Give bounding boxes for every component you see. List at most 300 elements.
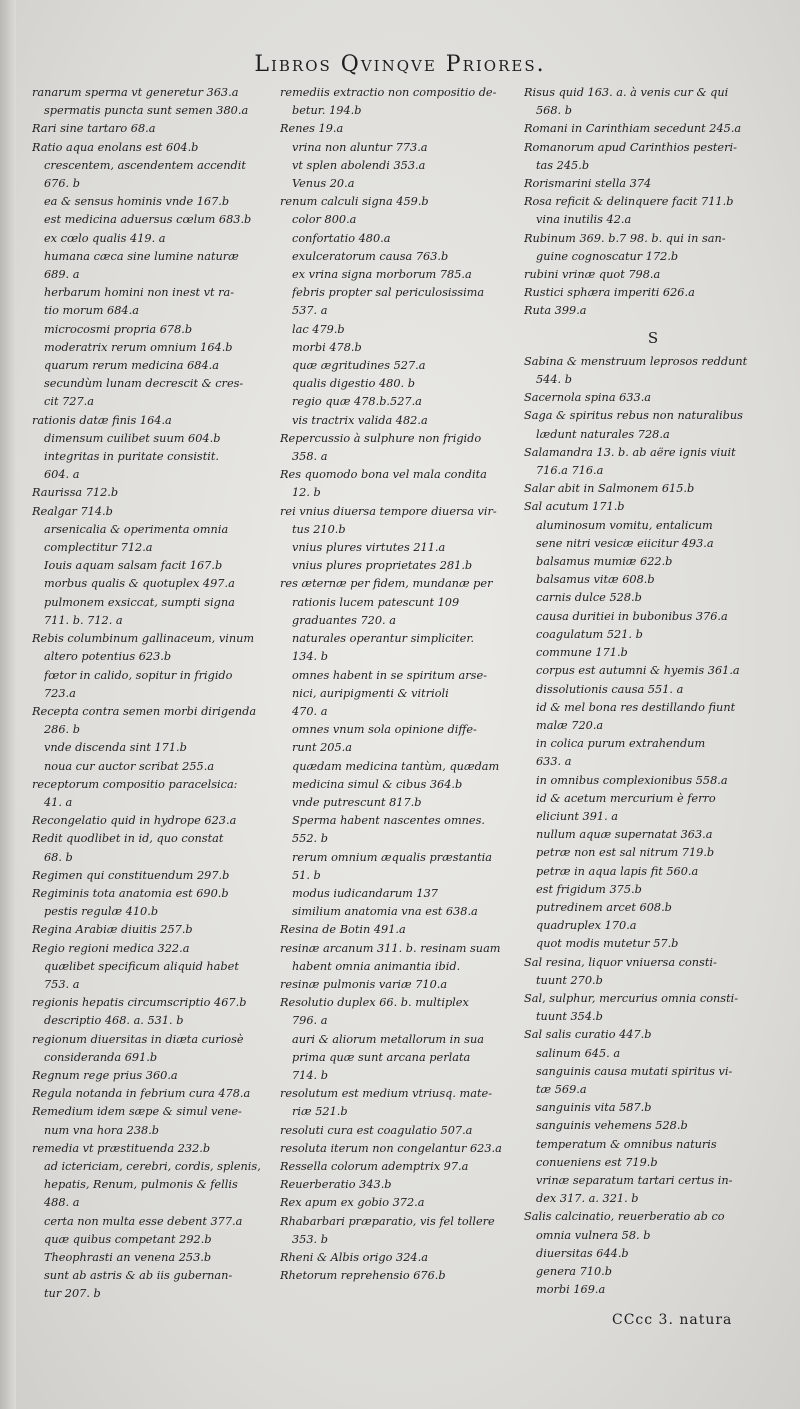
index-entry bbox=[32, 1049, 264, 1067]
index-entry-text: crescentem, ascendentem accendit bbox=[44, 158, 246, 172]
index-entry-text: causa duritiei in bubonibus 376.a bbox=[536, 609, 728, 623]
index-entry bbox=[280, 557, 516, 575]
index-entry bbox=[32, 849, 264, 867]
index-entry bbox=[32, 321, 264, 339]
index-entry bbox=[524, 84, 782, 102]
index-column-2 bbox=[280, 84, 516, 1285]
index-entry bbox=[32, 139, 264, 157]
index-entry bbox=[524, 808, 782, 826]
index-entry-text: febris propter sal periculosissima bbox=[292, 286, 485, 300]
index-entry-text: resolutum est medium vtriusq. mate- bbox=[280, 1087, 493, 1101]
index-column-3 bbox=[524, 84, 782, 1299]
index-entry bbox=[524, 535, 782, 553]
index-entry-text: vrina non aluntur 773.a bbox=[292, 140, 428, 154]
index-entry bbox=[32, 1176, 264, 1194]
index-entry bbox=[280, 1103, 516, 1121]
index-entry-text: morbi 169.a bbox=[536, 1283, 606, 1297]
index-entry bbox=[280, 1176, 516, 1194]
index-entry-text: Regina Arabiæ diuitis 257.b bbox=[32, 923, 193, 937]
index-entry bbox=[32, 648, 264, 666]
index-entry bbox=[32, 1140, 264, 1158]
index-entry bbox=[32, 430, 264, 448]
index-entry bbox=[524, 589, 782, 607]
index-entry bbox=[280, 1012, 516, 1030]
index-entry-text: naturales operantur simpliciter. bbox=[292, 632, 475, 646]
index-entry-text: commune 171.b bbox=[536, 646, 628, 660]
index-entry-text: resinæ arcanum 311. b. resinam suam bbox=[280, 941, 501, 955]
index-entry bbox=[524, 1117, 782, 1135]
index-entry-text: Raurissa 712.b bbox=[32, 486, 119, 500]
index-entry bbox=[524, 844, 782, 862]
index-entry bbox=[32, 1031, 264, 1049]
index-entry-text: in omnibus complexionibus 558.a bbox=[536, 773, 728, 787]
index-entry-text: Res quomodo bona vel mala condita bbox=[280, 468, 487, 482]
index-entry bbox=[524, 371, 782, 389]
index-entry bbox=[524, 990, 782, 1008]
index-entry bbox=[32, 521, 264, 539]
index-entry-text: certa non multa esse debent 377.a bbox=[44, 1214, 243, 1228]
index-entry bbox=[524, 139, 782, 157]
index-entry-text: hepatis, Renum, pulmonis & fellis bbox=[44, 1178, 238, 1192]
index-entry-text: ex vrina signa morborum 785.a bbox=[292, 268, 472, 282]
index-entry-text: Regimen qui constituendum 297.b bbox=[32, 868, 230, 882]
index-entry bbox=[32, 466, 264, 484]
index-entry-text: Rheni & Albis origo 324.a bbox=[280, 1251, 428, 1264]
index-entry bbox=[280, 739, 516, 757]
index-entry-text: 537. a bbox=[292, 304, 328, 318]
index-entry-text: complectitur 712.a bbox=[44, 541, 153, 555]
index-entry-text: remediis extractio non compositio de- bbox=[280, 86, 497, 99]
index-entry bbox=[524, 935, 782, 953]
index-entry-text: Recongelatio quid in hydrope 623.a bbox=[32, 814, 237, 828]
index-entry bbox=[32, 157, 264, 175]
index-entry-text: 286. b bbox=[44, 723, 80, 737]
index-entry-text: color 800.a bbox=[292, 213, 357, 227]
index-entry-text: Rorismarini stella 374 bbox=[524, 177, 652, 191]
index-entry-text: Risus quid 163. a. à venis cur & qui bbox=[524, 86, 729, 99]
index-entry bbox=[32, 758, 264, 776]
index-entry bbox=[280, 758, 516, 776]
index-entry-text: modus iudicandarum 137 bbox=[292, 886, 438, 900]
index-entry-text: auri & aliorum metallorum in sua bbox=[292, 1032, 484, 1046]
index-entry bbox=[524, 899, 782, 917]
index-entry bbox=[280, 339, 516, 357]
index-entry bbox=[32, 1067, 264, 1085]
index-entry bbox=[32, 903, 264, 921]
index-entry bbox=[32, 448, 264, 466]
index-entry bbox=[280, 302, 516, 320]
index-entry-text: fœtor in calido, sopitur in frigido bbox=[44, 668, 233, 682]
index-entry-text: 723.a bbox=[44, 686, 76, 700]
index-entry bbox=[32, 794, 264, 812]
index-entry-text: humana cæca sine lumine naturæ bbox=[44, 249, 239, 263]
index-entry-text: S bbox=[647, 328, 659, 347]
index-entry-text: balsamus mumiæ 622.b bbox=[536, 555, 673, 569]
index-entry bbox=[32, 667, 264, 685]
index-entry-text: quæ ægritudines 527.a bbox=[292, 359, 426, 373]
index-entry bbox=[280, 648, 516, 666]
index-entry bbox=[280, 976, 516, 994]
index-entry-text: Salar abit in Salmonem 615.b bbox=[524, 482, 695, 496]
index-entry bbox=[280, 940, 516, 958]
index-entry bbox=[280, 521, 516, 539]
index-entry-text: Rari sine tartaro 68.a bbox=[32, 122, 156, 136]
index-entry bbox=[280, 830, 516, 848]
index-entry-text: Iouis aquam salsam facit 167.b bbox=[44, 559, 223, 573]
index-entry-text: cit 727.a bbox=[44, 395, 94, 409]
index-entry-text: 633. a bbox=[536, 755, 572, 769]
index-entry bbox=[32, 284, 264, 302]
index-entry-text: 604. a bbox=[44, 468, 80, 482]
index-entry bbox=[32, 721, 264, 739]
index-entry bbox=[32, 339, 264, 357]
index-entry-text: temperatum & omnibus naturis bbox=[536, 1137, 717, 1151]
index-entry bbox=[280, 393, 516, 411]
index-entry bbox=[524, 284, 782, 302]
index-entry bbox=[280, 885, 516, 903]
index-entry-text: ranarum sperma vt generetur 363.a bbox=[32, 86, 239, 99]
index-entry-text: 544. b bbox=[536, 373, 572, 387]
index-entry-text: vina inutilis 42.a bbox=[536, 213, 632, 227]
index-entry bbox=[280, 1031, 516, 1049]
index-entry bbox=[280, 84, 516, 102]
index-entry bbox=[524, 972, 782, 990]
index-entry bbox=[32, 393, 264, 411]
index-entry bbox=[524, 1045, 782, 1063]
index-entry bbox=[280, 575, 516, 593]
index-entry bbox=[524, 353, 782, 371]
page-footer: CCcc 3. natura bbox=[612, 1312, 733, 1328]
index-entry-text: Repercussio à sulphure non frigido bbox=[280, 431, 482, 445]
index-entry bbox=[524, 881, 782, 899]
index-entry-text: genera 710.b bbox=[536, 1265, 612, 1278]
index-entry bbox=[32, 102, 264, 120]
index-entry-text: descriptio 468. a. 531. b bbox=[44, 1014, 184, 1028]
index-entry-text: Sal, sulphur, mercurius omnia consti- bbox=[524, 991, 739, 1005]
index-entry-text: medicina simul & cibus 364.b bbox=[292, 777, 463, 791]
index-entry-text: Ruta 399.a bbox=[524, 304, 587, 318]
index-entry bbox=[524, 462, 782, 480]
index-entry-text: Sacernola spina 633.a bbox=[524, 391, 652, 405]
index-entry bbox=[524, 1172, 782, 1190]
index-entry bbox=[280, 1249, 516, 1267]
index-entry bbox=[32, 976, 264, 994]
index-entry bbox=[280, 1213, 516, 1231]
index-entry-text: putredinem arcet 608.b bbox=[536, 900, 672, 914]
index-entry bbox=[280, 230, 516, 248]
index-entry-text: Theophrasti an venena 253.b bbox=[44, 1251, 212, 1264]
index-entry-text: 470. a bbox=[292, 704, 328, 718]
index-entry bbox=[280, 412, 516, 430]
index-entry bbox=[280, 120, 516, 138]
index-entry bbox=[32, 266, 264, 284]
index-entry bbox=[524, 1281, 782, 1299]
index-entry-text: tuunt 270.b bbox=[536, 973, 603, 987]
index-entry-text: 552. b bbox=[292, 832, 328, 846]
index-entry-text: est frigidum 375.b bbox=[536, 882, 642, 896]
index-entry-text: ea & sensus hominis vnde 167.b bbox=[44, 195, 230, 209]
index-entry bbox=[280, 211, 516, 229]
index-entry bbox=[280, 466, 516, 484]
index-entry-text: conueniens est 719.b bbox=[536, 1155, 658, 1169]
index-entry bbox=[32, 940, 264, 958]
index-entry-text: sunt ab astris & ab iis gubernan- bbox=[44, 1269, 233, 1283]
index-entry-text: 714. b bbox=[292, 1068, 328, 1082]
index-entry-text: Regiminis tota anatomia est 690.b bbox=[32, 886, 229, 900]
index-entry bbox=[524, 302, 782, 320]
index-entry-text: 12. b bbox=[292, 486, 321, 500]
index-entry bbox=[32, 594, 264, 612]
index-entry-text: sanguinis vita 587.b bbox=[536, 1101, 652, 1115]
index-entry bbox=[280, 1122, 516, 1140]
index-entry-text: omnes habent in se spiritum arse- bbox=[292, 668, 487, 682]
index-entry-text: Rhetorum reprehensio 676.b bbox=[280, 1269, 446, 1283]
index-entry bbox=[280, 1194, 516, 1212]
index-entry-text: quælibet specificum aliquid habet bbox=[44, 959, 239, 973]
index-entry bbox=[32, 812, 264, 830]
index-entry-text: petræ in aqua lapis fit 560.a bbox=[536, 864, 699, 878]
index-entry-text: Renes 19.a bbox=[280, 122, 344, 136]
index-entry-text: quadruplex 170.a bbox=[536, 919, 637, 933]
index-entry-text: riæ 521.b bbox=[292, 1105, 348, 1119]
index-entry bbox=[280, 1231, 516, 1249]
index-entry-text: balsamus vitæ 608.b bbox=[536, 573, 655, 587]
index-entry-text: sene nitri vesicæ eiicitur 493.a bbox=[536, 536, 714, 550]
index-entry bbox=[280, 139, 516, 157]
index-entry bbox=[280, 375, 516, 393]
index-entry bbox=[32, 1194, 264, 1212]
index-entry-text: regio quæ 478.b.527.a bbox=[292, 395, 422, 409]
index-entry-text: Ressella colorum ademptrix 97.a bbox=[280, 1159, 469, 1173]
index-entry-text: regionis hepatis circumscriptio 467.b bbox=[32, 996, 247, 1010]
index-entry bbox=[32, 248, 264, 266]
index-entry bbox=[524, 120, 782, 138]
index-entry-text: Rosa reficit & delinquere facit 711.b bbox=[524, 195, 734, 209]
index-entry bbox=[280, 1140, 516, 1158]
index-entry bbox=[280, 1085, 516, 1103]
index-entry-text: vrinæ separatum tartari certus in- bbox=[536, 1173, 733, 1187]
index-entry bbox=[32, 1249, 264, 1267]
index-entry-text: Ratio aqua enolans est 604.b bbox=[32, 140, 199, 154]
index-entry bbox=[280, 321, 516, 339]
index-entry bbox=[280, 867, 516, 885]
index-entry bbox=[524, 1026, 782, 1044]
index-entry-text: eliciunt 391. a bbox=[536, 809, 619, 823]
index-entry-text: arsenicalia & operimenta omnia bbox=[44, 522, 229, 536]
index-entry-text: 488. a bbox=[44, 1196, 80, 1210]
index-entry bbox=[280, 503, 516, 521]
index-entry bbox=[524, 193, 782, 211]
index-entry-text: tus 210.b bbox=[292, 522, 346, 536]
index-entry-text: 68. b bbox=[44, 850, 73, 864]
index-entry-text: Sal resina, liquor vniuersa consti- bbox=[524, 955, 717, 969]
index-entry bbox=[32, 1213, 264, 1231]
index-entry-text: microcosmi propria 678.b bbox=[44, 322, 193, 336]
index-entry bbox=[524, 954, 782, 972]
index-entry-text: quædam medicina tantùm, quædam bbox=[292, 759, 500, 773]
index-entry bbox=[280, 266, 516, 284]
index-entry-text: Romanorum apud Carinthios pesteri- bbox=[524, 140, 737, 154]
index-entry bbox=[280, 430, 516, 448]
index-entry-text: spermatis puncta sunt semen 380.a bbox=[44, 104, 249, 118]
index-entry bbox=[32, 630, 264, 648]
index-entry-text: similium anatomia vna est 638.a bbox=[292, 905, 478, 919]
index-entry-text: tur 207. b bbox=[44, 1287, 101, 1301]
index-entry bbox=[280, 157, 516, 175]
index-entry bbox=[280, 102, 516, 120]
index-entry bbox=[524, 863, 782, 881]
index-entry-text: Salis calcinatio, reuerberatio ab co bbox=[524, 1210, 725, 1224]
index-entry bbox=[524, 444, 782, 462]
index-entry bbox=[524, 735, 782, 753]
index-entry bbox=[32, 211, 264, 229]
index-entry-text: petræ non est sal nitrum 719.b bbox=[536, 846, 715, 860]
index-entry bbox=[524, 407, 782, 425]
index-entry bbox=[32, 739, 264, 757]
index-entry-text: 358. a bbox=[292, 450, 328, 464]
index-entry bbox=[524, 571, 782, 589]
index-entry bbox=[524, 517, 782, 535]
index-entry-text: 41. a bbox=[44, 795, 73, 809]
index-entry-text: Rex apum ex gobio 372.a bbox=[280, 1196, 425, 1210]
index-entry bbox=[32, 867, 264, 885]
index-entry bbox=[32, 175, 264, 193]
index-entry-text: herbarum homini non inest vt ra- bbox=[44, 286, 235, 300]
index-entry-text: in colica purum extrahendum bbox=[536, 737, 706, 751]
index-entry-text: omnes vnum sola opinione diffe- bbox=[292, 723, 477, 737]
index-entry bbox=[280, 776, 516, 794]
index-entry-text: resoluti cura est coagulatio 507.a bbox=[280, 1123, 473, 1137]
index-entry bbox=[280, 921, 516, 939]
index-entry-text: vnius plures proprietates 281.b bbox=[292, 559, 473, 573]
index-entry-text: rei vnius diuersa tempore diuersa vir- bbox=[280, 504, 497, 518]
index-entry-text: betur. 194.b bbox=[292, 104, 362, 118]
index-entry-text: vnde discenda sint 171.b bbox=[44, 741, 187, 755]
index-entry bbox=[524, 1227, 782, 1245]
index-entry bbox=[32, 575, 264, 593]
index-entry-text: quarum rerum medicina 684.a bbox=[44, 359, 219, 373]
index-entry-text: lædunt naturales 728.a bbox=[536, 427, 670, 441]
index-entry bbox=[524, 790, 782, 808]
index-entry bbox=[524, 1008, 782, 1026]
index-entry bbox=[524, 498, 782, 516]
index-entry bbox=[524, 626, 782, 644]
index-entry-text: consideranda 691.b bbox=[44, 1050, 158, 1064]
index-entry bbox=[524, 699, 782, 717]
index-entry bbox=[524, 389, 782, 407]
index-entry-text: pulmonem exsiccat, sumpti signa bbox=[44, 595, 235, 609]
index-entry bbox=[524, 917, 782, 935]
index-entry bbox=[524, 553, 782, 571]
index-entry-text: coagulatum 521. b bbox=[536, 627, 643, 641]
index-entry bbox=[32, 885, 264, 903]
index-entry bbox=[32, 1122, 264, 1140]
index-entry bbox=[280, 594, 516, 612]
index-entry bbox=[280, 193, 516, 211]
index-entry-text: nici, auripigmenti & vitrioli bbox=[292, 686, 449, 700]
index-entry-text: prima quæ sunt arcana perlata bbox=[292, 1050, 471, 1064]
index-entry bbox=[524, 1063, 782, 1081]
index-entry bbox=[280, 539, 516, 557]
index-entry-text: runt 205.a bbox=[292, 741, 352, 755]
index-entry bbox=[524, 426, 782, 444]
index-entry-text: 753. a bbox=[44, 977, 80, 991]
index-entry bbox=[280, 703, 516, 721]
index-entry bbox=[280, 1267, 516, 1285]
index-entry-text: morbi 478.b bbox=[292, 340, 362, 354]
index-entry-text: Regula notanda in febrium cura 478.a bbox=[32, 1087, 251, 1101]
index-entry-text: nullum aquæ supernatat 363.a bbox=[536, 828, 713, 842]
index-entry bbox=[32, 1267, 264, 1285]
page-gutter bbox=[0, 0, 16, 1409]
index-entry bbox=[32, 612, 264, 630]
index-entry-text: rerum omnium æqualis præstantia bbox=[292, 850, 493, 864]
index-entry-text: salinum 645. a bbox=[536, 1046, 621, 1060]
index-entry-text: 353. b bbox=[292, 1232, 328, 1246]
index-entry bbox=[280, 357, 516, 375]
index-entry-text: integritas in puritate consistit. bbox=[44, 450, 220, 464]
index-entry bbox=[524, 248, 782, 266]
index-entry-text: Redit quodlibet in id, quo constat bbox=[32, 832, 224, 846]
index-entry-text: 716.a 716.a bbox=[536, 464, 604, 478]
index-entry bbox=[524, 1263, 782, 1281]
index-entry-text: rubini vrinæ quot 798.a bbox=[524, 268, 661, 282]
index-entry-text: 134. b bbox=[292, 650, 328, 664]
index-entry bbox=[280, 630, 516, 648]
index-entry bbox=[524, 1154, 782, 1172]
index-entry-text: Rebis columbinum gallinaceum, vinum bbox=[32, 632, 255, 646]
index-entry bbox=[280, 284, 516, 302]
index-entry bbox=[32, 994, 264, 1012]
index-entry-text: resinæ pulmonis variæ 710.a bbox=[280, 977, 448, 991]
index-entry bbox=[280, 685, 516, 703]
index-entry bbox=[280, 1067, 516, 1085]
index-entry-text: sanguinis vehemens 528.b bbox=[536, 1119, 688, 1133]
index-entry bbox=[32, 1012, 264, 1030]
index-entry bbox=[280, 794, 516, 812]
index-entry bbox=[524, 826, 782, 844]
index-entry-text: rationis datæ finis 164.a bbox=[32, 413, 172, 427]
index-entry-text: regionum diuersitas in diæta curiosè bbox=[32, 1032, 244, 1046]
index-entry-text: vis tractrix valida 482.a bbox=[292, 413, 428, 427]
index-entry bbox=[524, 266, 782, 284]
index-entry bbox=[280, 812, 516, 830]
index-entry bbox=[524, 230, 782, 248]
index-entry bbox=[32, 776, 264, 794]
index-entry-text: Resina de Botin 491.a bbox=[280, 923, 406, 937]
index-entry-text: exulceratorum causa 763.b bbox=[292, 249, 449, 263]
index-entry-text: 676. b bbox=[44, 177, 80, 191]
index-entry-text: Regnum rege prius 360.a bbox=[32, 1068, 178, 1082]
index-entry-text: Rubinum 369. b.7 98. b. qui in san- bbox=[524, 231, 726, 245]
index-entry bbox=[32, 703, 264, 721]
index-entry bbox=[32, 921, 264, 939]
index-entry-text: Venus 20.a bbox=[292, 177, 355, 191]
index-entry bbox=[524, 662, 782, 680]
index-entry-text: id & acetum mercurium è ferro bbox=[536, 791, 716, 805]
index-entry-text: corpus est autumni & hyemis 361.a bbox=[536, 664, 740, 678]
index-entry-text: Romani in Carinthiam secedunt 245.a bbox=[524, 122, 742, 136]
index-entry bbox=[280, 667, 516, 685]
index-entry-text: habent omnia animantia ibid. bbox=[292, 959, 461, 973]
index-entry bbox=[280, 994, 516, 1012]
index-entry bbox=[524, 1245, 782, 1263]
index-entry bbox=[32, 193, 264, 211]
index-entry-text: id & mel bona res destillando fiunt bbox=[536, 700, 736, 714]
index-entry bbox=[32, 375, 264, 393]
index-entry-text: ex cœlo qualis 419. a bbox=[44, 231, 166, 245]
index-entry-text: dimensum cuilibet suum 604.b bbox=[44, 431, 221, 445]
